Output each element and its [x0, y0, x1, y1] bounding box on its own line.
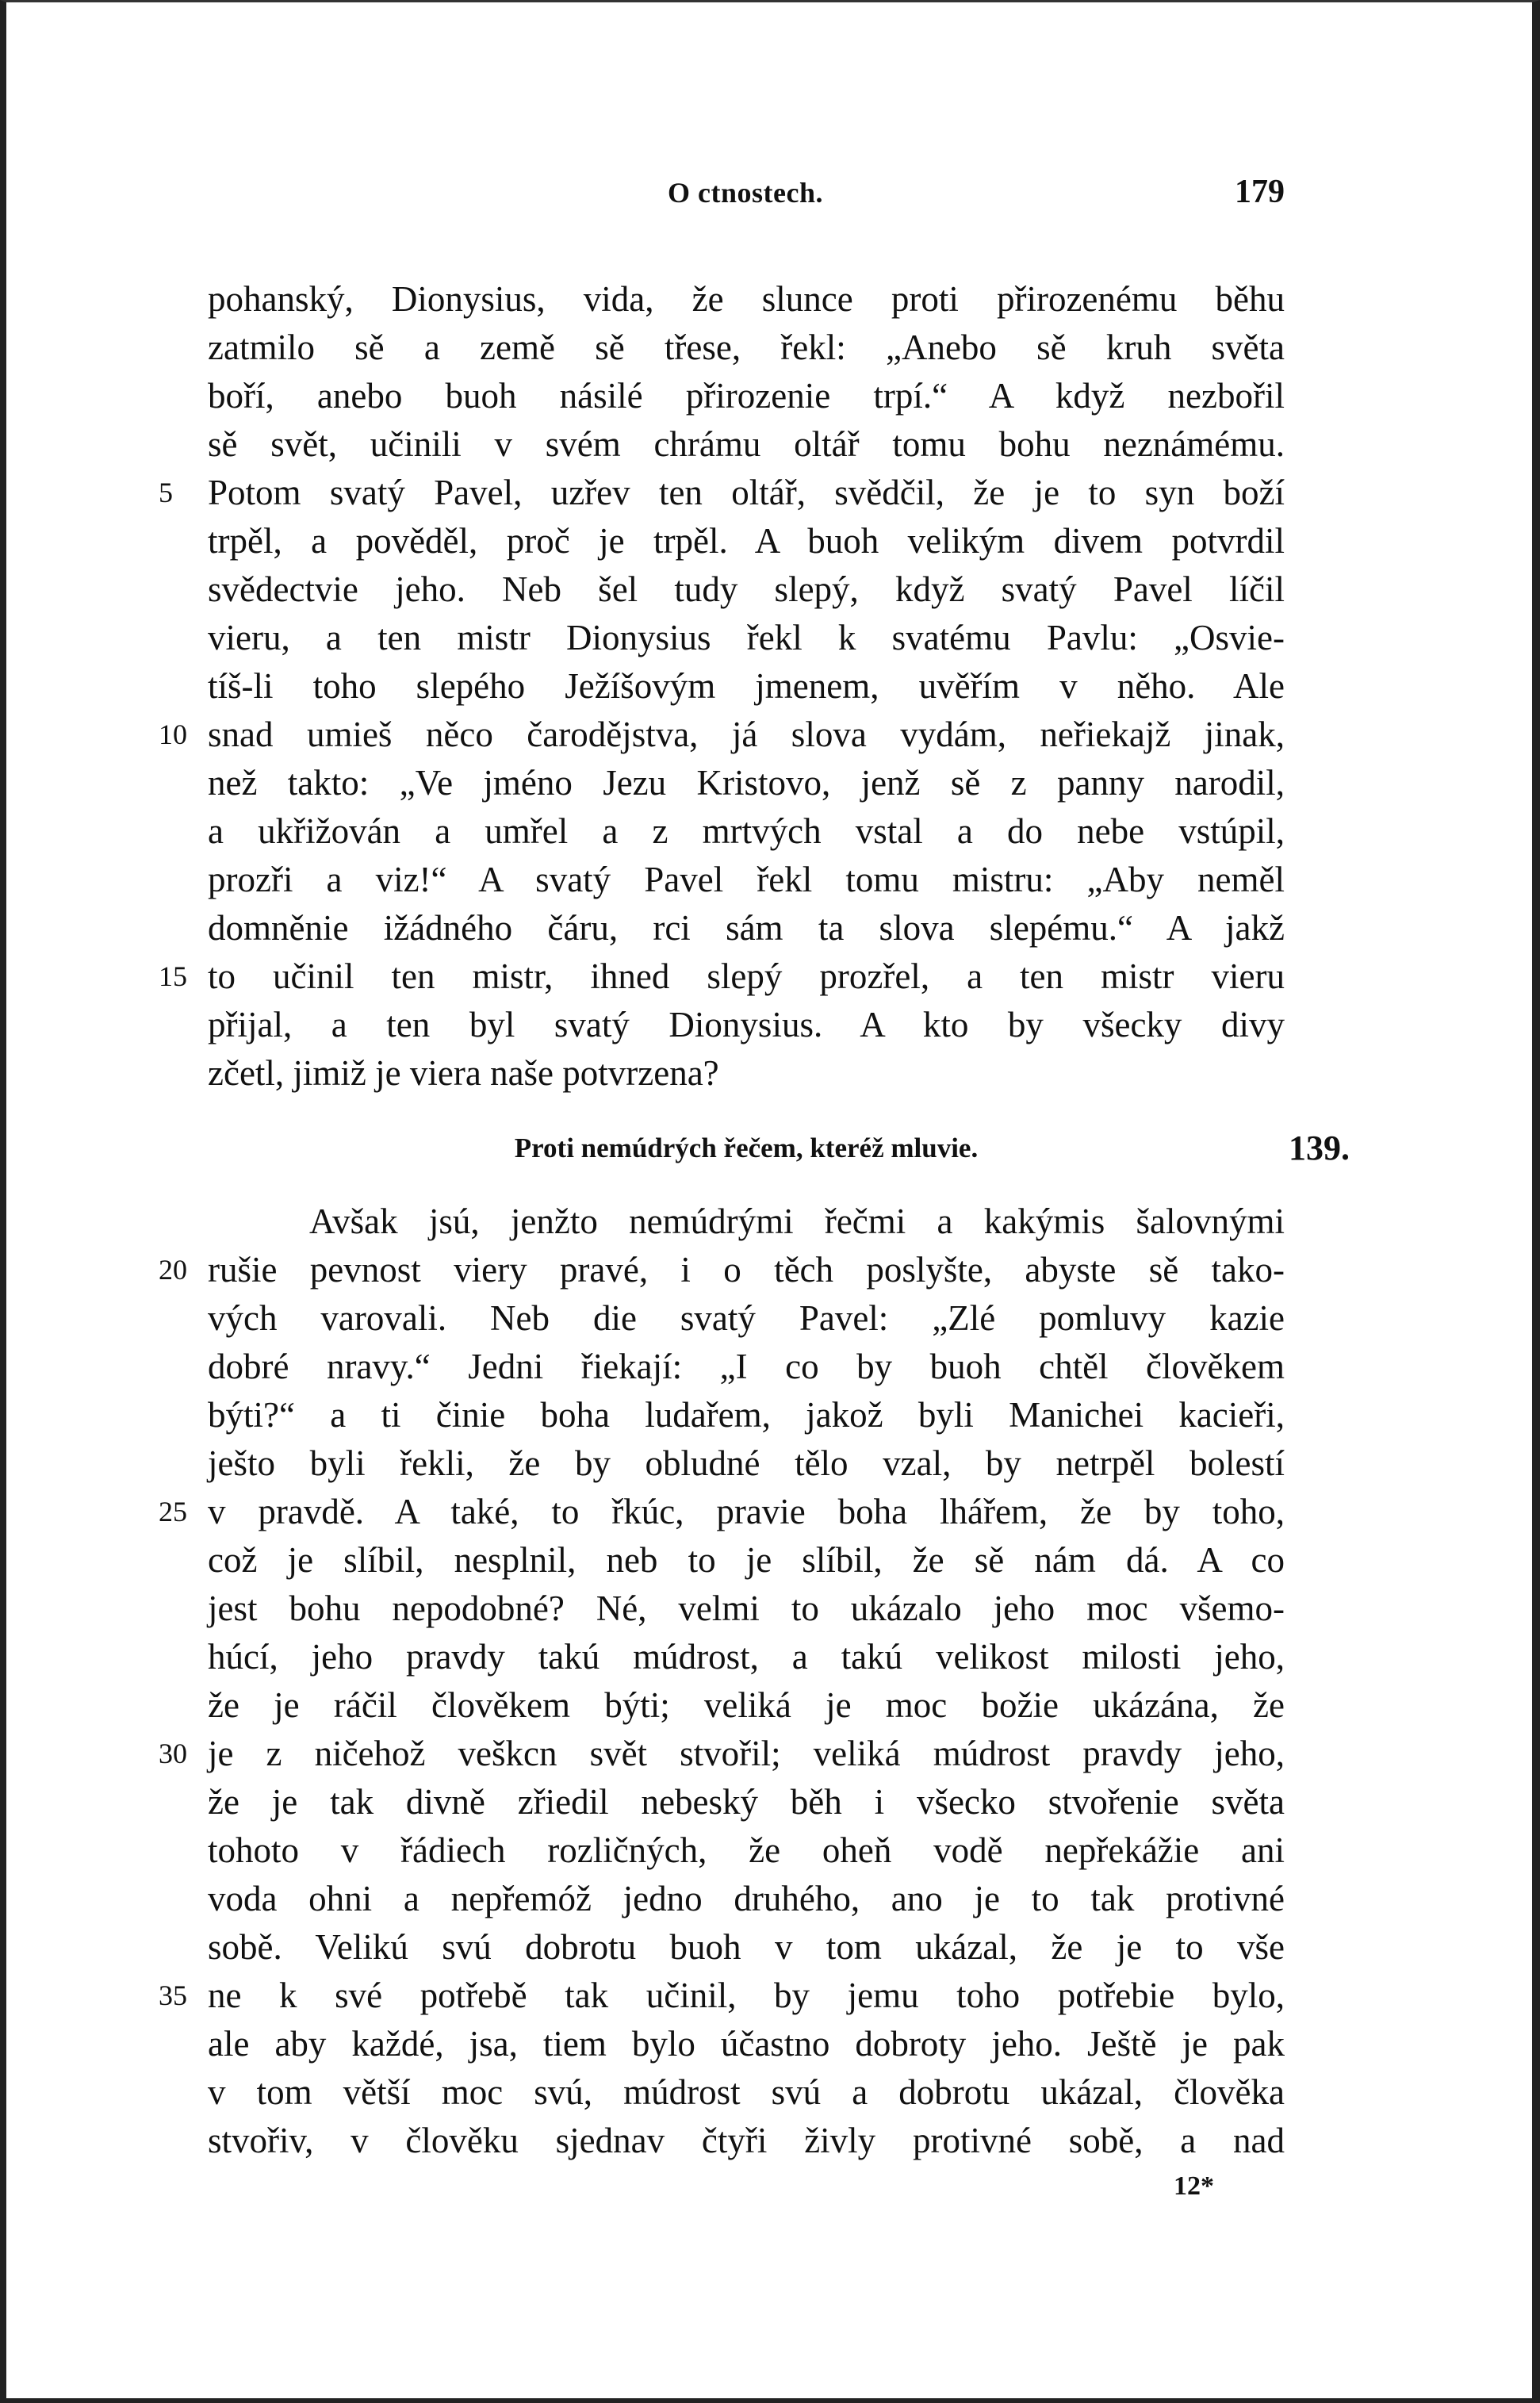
line-number: 10: [159, 719, 187, 750]
section-number: 139.: [1289, 1129, 1350, 1167]
line-text: Avšak jsú, jenžto nemúdrými řečmi a kakýmis šalovnými: [309, 1202, 1285, 1241]
paragraph-2: [159, 1198, 1285, 2165]
line-text: rušie pevnost viery pravé, i o těch poslyšte, abyste sě tako-: [208, 1250, 1285, 1290]
line-text: býti?“ a ti činie boha ludařem, jakož byli Manichei kacieři,: [208, 1395, 1285, 1435]
line-text: snad umieš něco čarodějstva, já slova vydám, neřiekajž jinak,: [208, 715, 1285, 754]
text-line: [208, 1198, 1285, 1246]
line-text: zčetl, jimiž je viera naše potvrzena?: [208, 1053, 719, 1093]
text-line: [208, 1875, 1285, 1923]
text-line: [208, 1439, 1285, 1488]
line-text: ješto byli řekli, že by obludné tělo vzal, by netrpěl bolestí: [208, 1443, 1285, 1483]
line-text: zatmilo sě a země sě třese, řekl: „Anebo sě kruh světa: [208, 328, 1285, 367]
text-line: [159, 1246, 1285, 1294]
line-text: tohoto v řádiech rozličných, že oheň vodě nepřekážie ani: [208, 1830, 1285, 1870]
line-number: 20: [159, 1254, 187, 1286]
line-text: vieru, a ten mistr Dionysius řekl k svatému Pavlu: „Osvie-: [208, 618, 1285, 657]
text-line: [208, 662, 1285, 711]
text-line: [208, 759, 1285, 807]
text-line: [208, 275, 1285, 324]
section-heading: [208, 1129, 1350, 1180]
line-text: trpěl, a pověděl, proč je trpěl. A buoh velikým divem potvrdil: [208, 521, 1285, 561]
line-text: voda ohni a nepřemóž jedno druhého, ano je to tak protivné: [208, 1879, 1285, 1918]
text-line: [208, 1536, 1285, 1585]
line-text: než takto: „Ve jméno Jezu Kristovo, jenž sě z panny narodil,: [208, 763, 1285, 803]
text-line: [159, 952, 1285, 1001]
line-text: a ukřižován a umřel a z mrtvých vstal a do nebe vstúpil,: [208, 811, 1285, 851]
text-line: [208, 420, 1285, 469]
page-number: 179: [1235, 174, 1285, 210]
line-number: 25: [159, 1496, 187, 1527]
text-line: [208, 856, 1285, 904]
text-line: [208, 1343, 1285, 1391]
running-head: [206, 176, 1285, 224]
running-head-title: O ctnostech.: [668, 177, 823, 209]
line-text: což je slíbil, nesplnil, neb to je slíbil, že sě nám dá. A co: [208, 1540, 1285, 1580]
line-text: pohanský, Dionysius, vida, že slunce proti přirozenému běhu: [208, 279, 1285, 319]
sheet-signature: 12*: [1174, 2171, 1214, 2201]
text-line: [159, 469, 1285, 517]
line-text: boří, anebo buoh násilé přirozenie trpí.“ A když nezbořil: [208, 376, 1285, 416]
text-line: [208, 372, 1285, 420]
text-line: [208, 2117, 1285, 2165]
line-text: prozři a viz!“ A svatý Pavel řekl tomu mistru: „Aby neměl: [208, 860, 1285, 899]
line-text: tíš-li toho slepého Ježíšovým jmenem, uvěřím v něho. Ale: [208, 666, 1285, 706]
line-text: ne k své potřebě tak učinil, by jemu toho potřebie bylo,: [208, 1976, 1285, 2015]
line-text: v tom větší moc svú, múdrost svú a dobrotu ukázal, člověka: [208, 2072, 1285, 2112]
text-line: [208, 324, 1285, 372]
line-text: že je ráčil člověkem býti; veliká je moc božie ukázána, že: [208, 1685, 1285, 1725]
line-text: ale aby každé, jsa, tiem bylo účastno dobroty jeho. Ještě je pak: [208, 2024, 1285, 2064]
text-line: [208, 1778, 1285, 1826]
text-line: [208, 2020, 1285, 2068]
line-text: vých varovali. Neb die svatý Pavel: „Zlé pomluvy kazie: [208, 1298, 1285, 1338]
text-line: [208, 1826, 1285, 1875]
line-text: v pravdě. A také, to řkúc, pravie boha lhářem, že by toho,: [208, 1492, 1285, 1531]
text-line: [208, 1391, 1285, 1439]
line-text: svědectvie jeho. Neb šel tudy slepý, když svatý Pavel líčil: [208, 569, 1285, 609]
line-text: je z ničehož veškcn svět stvořil; veliká múdrost pravdy jeho,: [208, 1734, 1285, 1773]
text-line: [208, 1585, 1285, 1633]
text-line: [208, 904, 1285, 952]
text-line: [208, 565, 1285, 614]
text-line: [208, 807, 1285, 856]
line-number: 5: [159, 477, 173, 508]
text-line: [159, 711, 1285, 759]
text-line: [208, 1049, 1285, 1098]
line-number: 15: [159, 960, 187, 992]
line-text: Potom svatý Pavel, uzřev ten oltář, svědčil, že je to syn boží: [208, 473, 1285, 512]
text-line: [208, 1923, 1285, 1972]
text-line: [208, 517, 1285, 565]
text-line: [208, 1001, 1285, 1049]
line-text: že je tak divně zřiedil nebeský běh i všecko stvořenie světa: [208, 1782, 1285, 1822]
text-line: [159, 1972, 1285, 2020]
text-line: [208, 2068, 1285, 2117]
text-line: [208, 1294, 1285, 1343]
line-number: 35: [159, 1980, 187, 2011]
paragraph-1: [159, 275, 1285, 1098]
text-line: [159, 1730, 1285, 1778]
section-title: Proti nemúdrých řečem, kteréž mluvie.: [514, 1133, 979, 1163]
line-text: stvořiv, v člověku sjednav čtyři živly protivné sobě, a nad: [208, 2121, 1285, 2160]
line-text: jest bohu nepodobné? Né, velmi to ukázalo jeho moc všemo-: [208, 1589, 1285, 1628]
text-line: [208, 1681, 1285, 1730]
line-text: sobě. Velikú svú dobrotu buoh v tom ukázal, že je to vše: [208, 1927, 1285, 1967]
line-text: dobré nravy.“ Jedni řiekají: „I co by buoh chtěl člověkem: [208, 1347, 1285, 1386]
text-line: [208, 1633, 1285, 1681]
line-text: to učinil ten mistr, ihned slepý prozřel, a ten mistr vieru: [208, 956, 1285, 996]
line-text: sě svět, učinili v svém chrámu oltář tomu bohu neznámému.: [208, 424, 1285, 464]
line-text: húcí, jeho pravdy takú múdrost, a takú velikost milosti jeho,: [208, 1637, 1285, 1677]
line-text: přijal, a ten byl svatý Dionysius. A kto by všecky divy: [208, 1005, 1285, 1044]
text-line: [208, 614, 1285, 662]
text-line: [159, 1488, 1285, 1536]
line-text: domněnie ižádného čáru, rci sám ta slova slepému.“ A jakž: [208, 908, 1285, 948]
line-number: 30: [159, 1738, 187, 1769]
